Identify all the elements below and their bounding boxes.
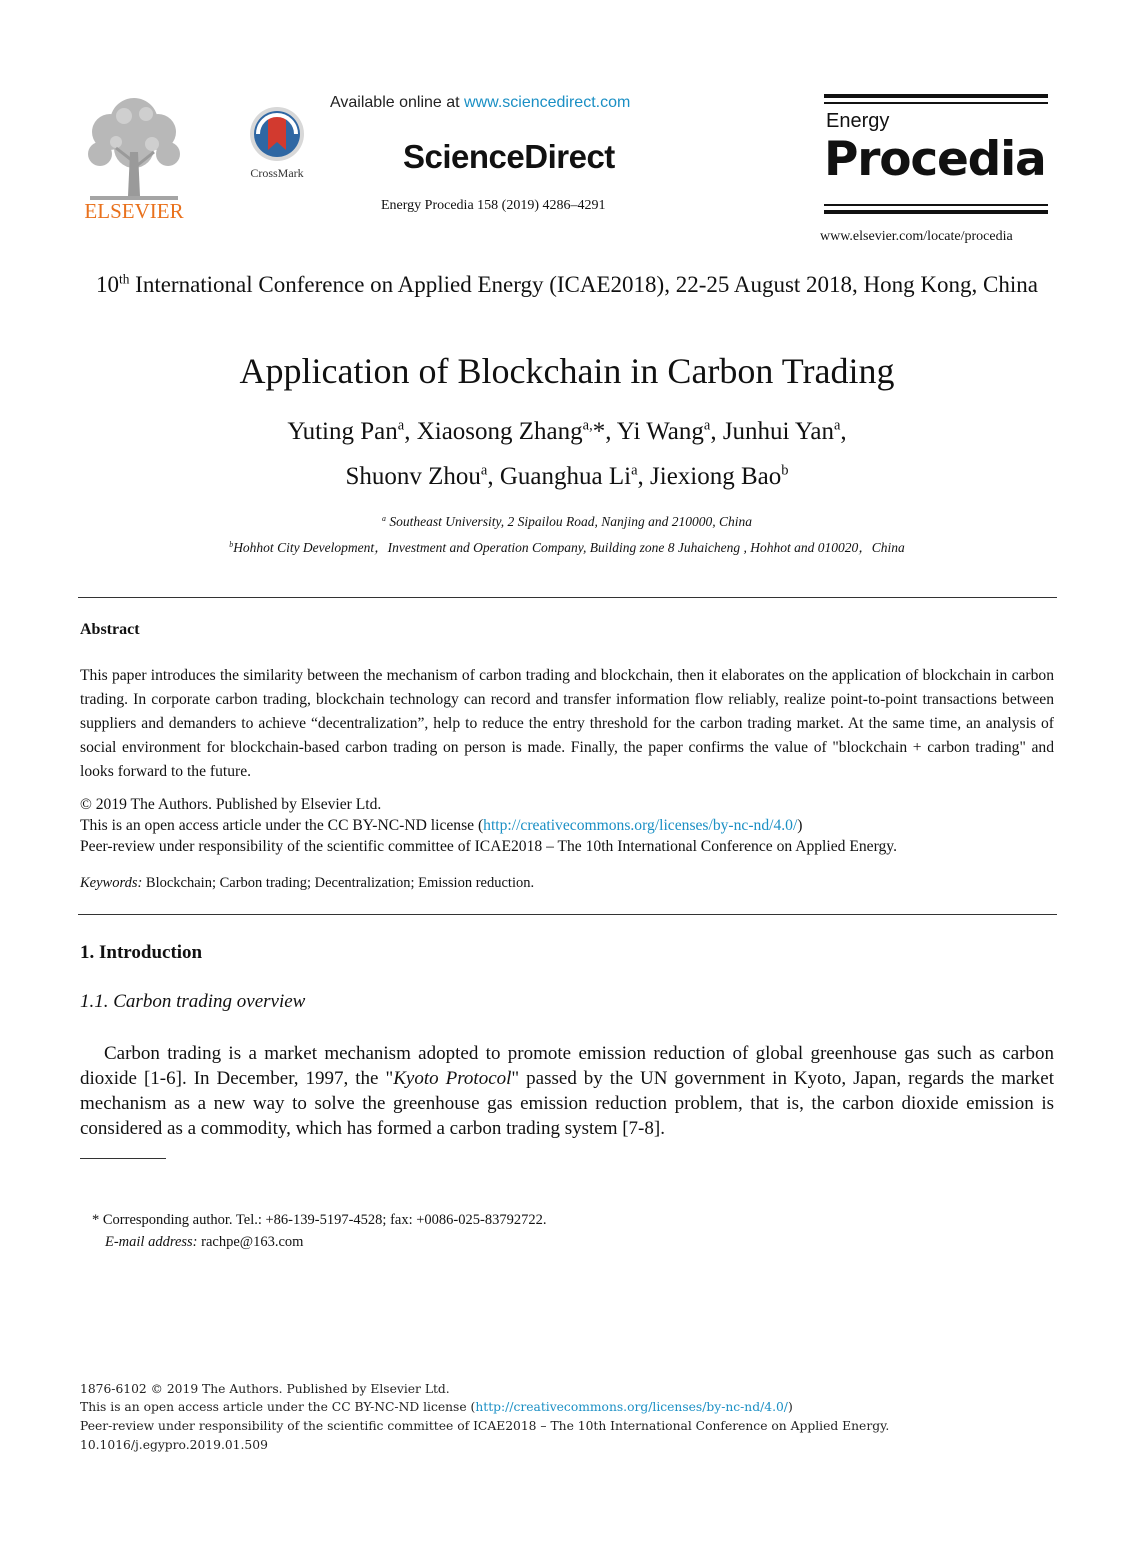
keywords-line [80, 875, 534, 892]
subsection-heading: 1.1. Carbon trading overview [80, 991, 306, 1012]
author-affil-sup: a [480, 462, 488, 479]
intro-text-part1: Carbon trading is a market mechanism adopted to promote emission reduction of global greenhouse gas such as carbon dioxide [1-6]. In December, 1997, the " [80, 1043, 1054, 1089]
conference-ordinal: 10 [96, 272, 120, 297]
affiliation-b [0, 536, 1134, 556]
logo-rule [824, 204, 1048, 206]
author-separator: , [605, 418, 617, 445]
intro-paragraph [80, 1041, 1054, 1141]
logo-rule [824, 210, 1048, 214]
author-affil-sup: a [833, 417, 841, 434]
energy-procedia-logo [824, 94, 1048, 220]
email-address: rachpe@163.com [197, 1234, 304, 1250]
author-separator: , [840, 418, 847, 445]
author-name: Yuting Pan [287, 418, 398, 445]
license-line [80, 815, 803, 836]
footnote-rule [80, 1158, 166, 1159]
section-rule-top [78, 597, 1057, 598]
sciencedirect-wordmark: ScienceDirect [403, 138, 615, 175]
logo-procedia-text: Procedia [824, 132, 1046, 187]
license-link[interactable]: http://creativecommons.org/licenses/by-nc-nd/4.0/ [483, 817, 798, 834]
logo-energy-text: Energy [826, 110, 890, 132]
affiliation-text: Hohhot City Development，Investment and Operation Company, Building zone 8 Juhaicheng , Hohhot and 010020，China [233, 540, 905, 555]
author-separator: , [637, 463, 651, 490]
author-affil-sup: a, [582, 417, 593, 434]
crossmark-logo[interactable] [244, 104, 310, 180]
paper-title: Application of Blockchain in Carbon Trading [239, 351, 895, 391]
peer-review-line: Peer-review under responsibility of the scientific committee of ICAE2018 – The 10th International Conference on Applied Energy. [80, 838, 897, 855]
conference-text: International Conference on Applied Energy (ICAE2018), 22-25 August 2018, Hong Kong, China [129, 272, 1038, 297]
author-name: Xiaosong Zhang [416, 418, 583, 445]
footer-license [80, 1400, 793, 1414]
journal-reference: Energy Procedia 158 (2019) 4286–4291 [381, 198, 606, 213]
footer-peer-review: Peer-review under responsibility of the scientific committee of ICAE2018 – The 10th International Conference on Applied Energy. [80, 1419, 890, 1433]
corresponding-mark: * [592, 418, 606, 445]
email-footnote [105, 1234, 303, 1251]
footer-license-suffix: ) [787, 1400, 793, 1414]
affiliation-sup: a [382, 513, 386, 523]
sciencedirect-link[interactable]: www.sciencedirect.com [464, 94, 631, 111]
available-prefix: Available online at [330, 94, 465, 111]
section-rule-bottom [78, 914, 1057, 915]
license-suffix: ) [797, 817, 803, 834]
license-prefix: This is an open access article under the CC BY-NC-ND license ( [80, 817, 484, 834]
author-separator: , [710, 418, 723, 445]
available-online [330, 94, 630, 112]
affiliation-text: Southeast University, 2 Sipailou Road, Nanjing and 210000, China [385, 514, 752, 529]
author-name: Yi Wang [616, 418, 704, 445]
intro-text-italic: Kyoto Protocol [393, 1068, 512, 1089]
affiliation-sup: b [229, 539, 234, 549]
keywords-text: Blockchain; Carbon trading; Decentralization; Emission reduction. [142, 875, 535, 891]
abstract-heading: Abstract [80, 621, 140, 638]
author-name: Shuonv Zhou [345, 463, 481, 490]
elsevier-tree-logo [80, 92, 188, 222]
email-label: E-mail address: [105, 1234, 198, 1250]
footer-license-prefix: This is an open access article under the CC BY-NC-ND license ( [80, 1400, 476, 1414]
intro-text-part2: " passed by the UN government in Kyoto, Japan, regards the market mechanism as a new way to solve the greenhouse gas emission reduction problem, that is, the carbon dioxide emission is considered as a commodity, which has formed a carbon trading system [7-8]. [80, 1068, 1055, 1139]
logo-rule [824, 94, 1048, 98]
author-affil-sup: b [781, 462, 789, 479]
section-heading-introduction: 1. Introduction [80, 942, 203, 963]
elsevier-wordmark: ELSEVIER [84, 199, 184, 222]
author-line-2 [0, 463, 1134, 491]
author-line-1 [0, 418, 1134, 446]
conference-ordinal-sup: th [119, 271, 130, 287]
author-separator: , [404, 418, 417, 445]
author-name: Guanghua Li [499, 463, 632, 490]
corresponding-author-footnote: * Corresponding author. Tel.: +86-139-5197-4528; fax: +0086-025-83792722. [92, 1212, 547, 1228]
footer-doi: 10.1016/j.egypro.2019.01.509 [80, 1438, 268, 1452]
logo-rule [824, 102, 1048, 104]
journal-url: www.elsevier.com/locate/procedia [820, 229, 1013, 244]
affiliation-a [0, 514, 1134, 530]
conference-line [60, 272, 1074, 297]
keywords-label: Keywords: [80, 875, 143, 891]
footer-license-link[interactable]: http://creativecommons.org/licenses/by-nc-nd/4.0/ [475, 1400, 788, 1414]
author-name: Jiexiong Bao [650, 463, 782, 490]
author-affil-sup: a [631, 462, 638, 479]
author-affil-sup: a [703, 417, 711, 434]
footer-issn: 1876-6102 © 2019 The Authors. Published by Elsevier Ltd. [80, 1382, 450, 1396]
abstract-text: This paper introduces the similarity between the mechanism of carbon trading and blockchain, then it elaborates on the application of blockchain in carbon trading. In corporate carbon trading, blockchain technology can record and transfer information flow reliably, realize point-to-point transactions between suppliers and demanders to achieve “decentralization”, help to reduce the entry threshold for the carbon trading market. At the same time, an analysis of social environment for blockchain-based carbon trading on person is made. Finally, the paper confirms the value of "blockchain + carbon trading" and looks forward to the future. [80, 667, 1054, 780]
crossmark-label: CrossMark [250, 166, 304, 180]
author-affil-sup: a [397, 417, 405, 434]
author-name: Junhui Yan [722, 418, 834, 445]
copyright-line: © 2019 The Authors. Published by Elsevier Ltd. [80, 796, 382, 813]
author-separator: , [487, 463, 500, 490]
